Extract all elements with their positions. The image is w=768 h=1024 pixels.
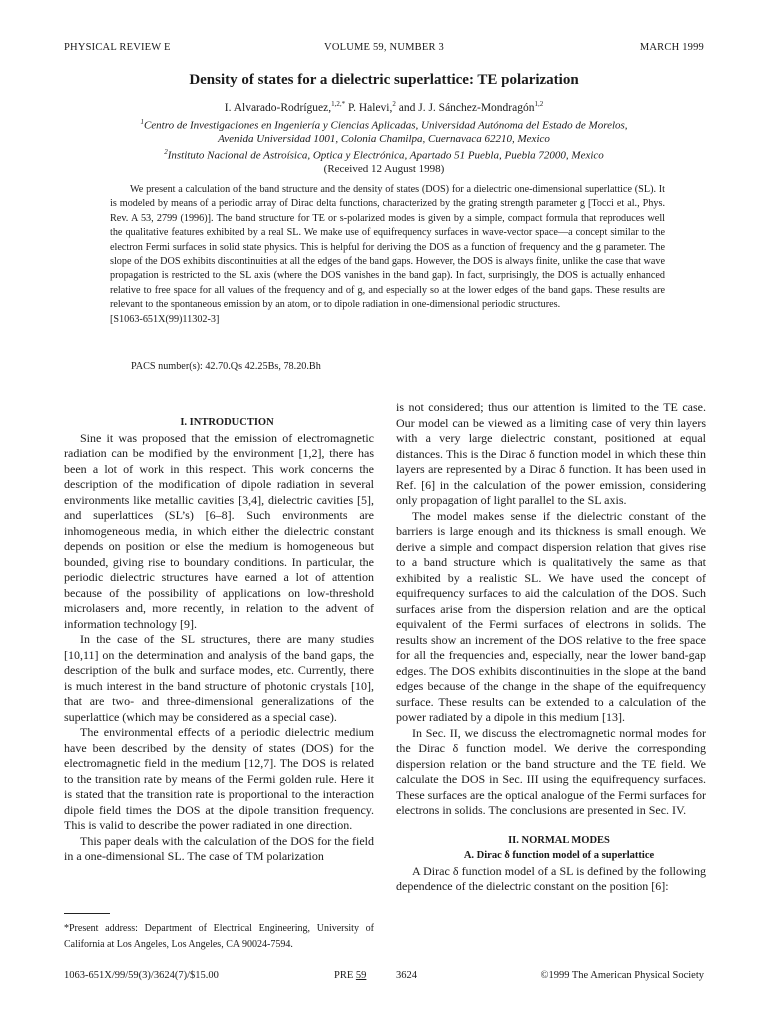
affiliation-1-line-1: $^1$Centro de Investigaciones en Ingeniería y Ciencias Aplicadas, Universidad Autónoma del Estado de Morelos, bbox=[140, 118, 628, 132]
body-paragraph: The environmental effects of a periodic dielectric medium have been described by the density of states (DOS) for the electromagnetic field in the medium [12,7]. The DOS is related to the transition rate by means of the Fermi golden rule. Here it is stated that the transition rate is proportional to the interaction dipole field times the DOS at the dipole transition frequency. This is valid to describe the power radiated in one direction. bbox=[64, 725, 374, 832]
body-paragraph: The model makes sense if the dielectric constant of the barriers is large enough and its thickness is small enough. We derive a simple and compact dispersion relation that gives rise to a band structure which is qualitatively the same as that exhibited by a realistic SL. We have used the concept of equifrequency surfaces to aid the calculation of the DOS. Such surfaces arise from the dispersion relation and are the optical equivalent of the Fermi surfaces of electrons in solids. The results show an increment of the DOS relative to the free space for all the frequencies and, especially, near the lower band-gap edges. The DOS exhibits discontinuities in the slope at the band edges because of the change in the shape of the equifrequency surface. These results can be extended to a calculation of the power radiated by a dipole in this medium [13]. bbox=[396, 508, 706, 724]
issue-date: MARCH 1999 bbox=[639, 42, 704, 53]
author-affiliation-mark: 1,2,* bbox=[331, 100, 346, 108]
paper-title: Density of states for a dielectric superlattice: TE polarization bbox=[189, 72, 579, 88]
author-name: P. Halevi, bbox=[347, 101, 393, 114]
body-paragraph: This paper deals with the calculation of the DOS for the field in a one-dimensional SL. The case of TM polarization bbox=[64, 833, 374, 863]
body-paragraph: In the case of the SL structures, there are many studies [10,11] on the determination and analysis of the band gaps, the description of the bulk and surface modes, etc. Currently, there is much interest in the band structure of photonic crystals [10], that are two- and three-dimensional generalizations of the superlattice (which may be considered as a special case). bbox=[64, 632, 374, 724]
abstract bbox=[110, 183, 665, 327]
journal-name: PHYSICAL REVIEW E bbox=[64, 42, 171, 53]
body-paragraph: Sine it was proposed that the emission of electromagnetic radiation can be modified by the environment [1,2], there has been a lot of work in this respect. This work concerns the description of the modification of dipole radiation in several environments like metallic cavities [3,4], dielectric cavities [5], and superlattices (SL’s) [6–8]. Such environments are inhomogeneous media, in which either the dielectric constant depends on position or else the medium is homogeneous but bounded, giving rise to boundary conditions. In particular, the periodic dielectric structures have earned a lot of attention because of the possibility of applications on low-threshold microlasers and, more recently, in relation to the advent of information technology [9]. bbox=[64, 430, 374, 631]
footer-code: 1063-651X/99/59(3)/3624(7)/$15.00 bbox=[64, 970, 219, 981]
right-column bbox=[396, 400, 706, 895]
body-paragraph: A Dirac δ function model of a SL is defined by the following dependence of the dielectric constant on the position [6]: bbox=[396, 863, 706, 893]
section-heading-normal-modes: II. NORMAL MODES bbox=[508, 834, 610, 846]
received-date: (Received 12 August 1998) bbox=[323, 163, 445, 175]
subsection-heading: A. Dirac δ function model of a superlattice bbox=[463, 850, 655, 861]
author-affiliation-mark: 1,2 bbox=[534, 100, 544, 108]
page-number: 3624 bbox=[396, 970, 417, 981]
affiliation-mark: 2 bbox=[164, 148, 168, 156]
affiliation-2: $^2$Instituto Nacional de Astroísica, Optica y Electrónica, Apartado 51 Puebla, Puebla 72000, Mexico bbox=[164, 148, 604, 162]
left-column bbox=[64, 415, 374, 865]
author-name: I. Alvarado-Rodríguez, bbox=[224, 101, 332, 114]
footer-journal-volume: PRE 59 bbox=[334, 970, 367, 981]
section-heading-introduction: I. INTRODUCTION bbox=[180, 417, 274, 428]
affiliation-mark: 1 bbox=[140, 118, 144, 126]
abstract-text: We present a calculation of the band structure and the density of states (DOS) for a dielectric one-dimensional superlattice (SL). It is modeled by means of a periodic array of Dirac delta functions, characterized by the grating strength parameter g [Tocci et al., Phys. Rev. A 53, 2799 (1996)]. The band structure for TE or s-polarized modes is given by a simple, compact formula that reproduces well the qualitative features exhibited by a real SL. We make use of equifrequency surfaces in wave-vector space—a concept similar to the electron Fermi surfaces in solid state physics. This is helpful for deriving the DOS as a function of frequency and the g parameter. The slope of the DOS exhibits discontinuities at all the edges of the band gaps. However, the DOS is always finite, unlike the case that wave propagation is restricted to the SL axis (where the DOS vanishes in the band gap). In fact, surprisingly, the DOS is actually enhanced relative to free space for all values of the frequency and of g, and especially so at the lower edges of the band gaps. These results are relevant to the spontaneous emission by an atom, or to dipole radiation in one-dimensional periodic structures. bbox=[110, 184, 665, 311]
author-list bbox=[0, 100, 768, 114]
footnote: *Present address: Department of Electrical Engineering, University of California at Los Angeles, Los Angeles, CA 90024-7594. bbox=[64, 923, 374, 950]
affiliation-1-line-2: Avenida Universidad 1001, Colonia Chamilpa, Cuernavaca 62210, Mexico bbox=[218, 133, 550, 145]
author-affiliation-mark: 2 bbox=[392, 100, 396, 108]
pacs-numbers: PACS number(s): 42.70.Qs 42.25Bs, 78.20.Bh bbox=[131, 361, 321, 372]
author-name: and J. J. Sánchez-Mondragón bbox=[398, 101, 535, 114]
body-paragraph: is not considered; thus our attention is limited to the TE case. Our model can be viewed as a limiting case of very thin layers with a very large dielectric constant, positioned at equal distances. This is the Dirac δ function model in which these thin layers are represented by a Dirac δ function. It has been used in Ref. [6] in the calculation of the power emission, considering only propagation of light parallel to the SL axis. bbox=[396, 400, 706, 507]
abstract-code: [S1063-651X(99)11302-3] bbox=[110, 313, 220, 325]
copyright: ©1999 The American Physical Society bbox=[540, 970, 704, 981]
body-paragraph: In Sec. II, we discuss the electromagnetic normal modes for the Dirac δ function model. We derive the corresponding dispersion relation or the band structure and the TE field. We calculate the DOS in Sec. III using the equifrequency surfaces. These surfaces are the optical analogue of the Fermi surfaces for electrons in solids. The conclusions are presented in Sec. IV. bbox=[396, 725, 706, 817]
footnote-rule bbox=[64, 913, 110, 914]
volume-number: VOLUME 59, NUMBER 3 bbox=[324, 42, 444, 53]
